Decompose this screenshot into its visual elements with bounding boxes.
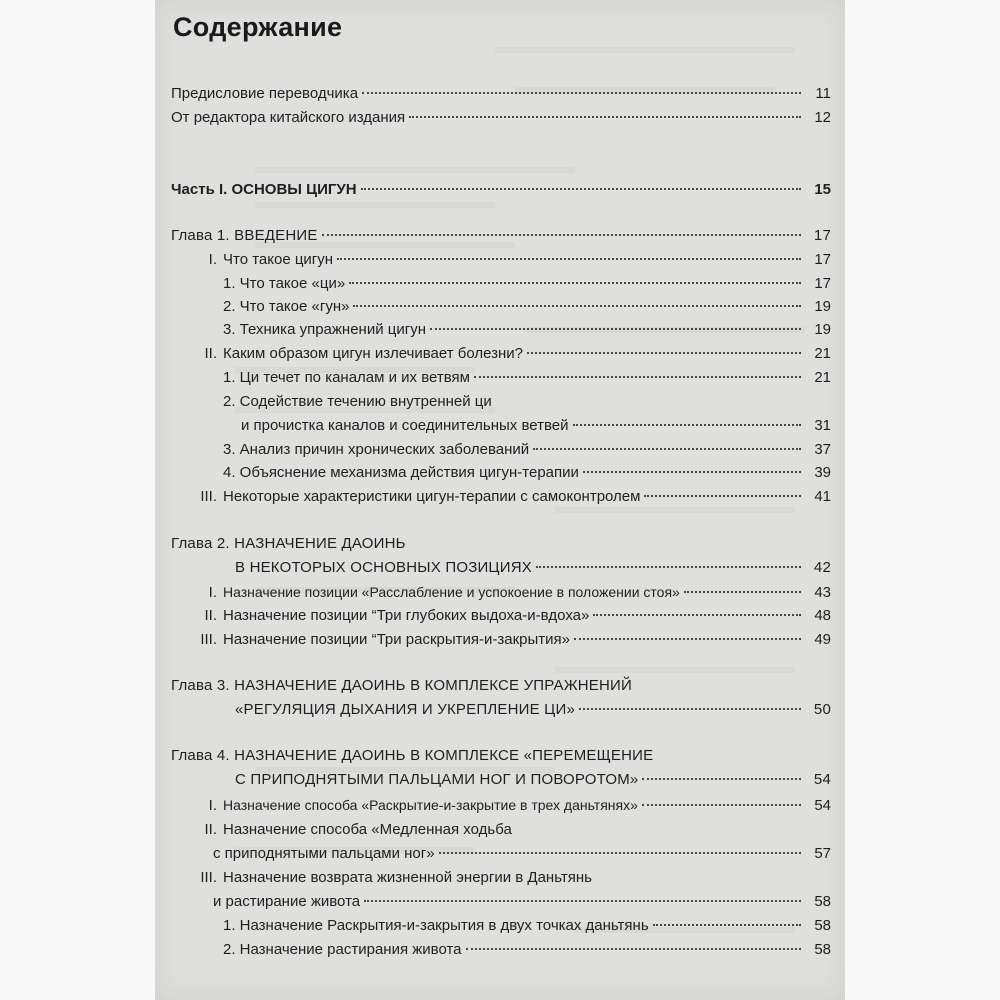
toc-entry-chapter-2 (171, 534, 831, 554)
toc-entry-section-continued (213, 844, 831, 864)
toc-entry-section (191, 582, 831, 603)
book-page (155, 0, 845, 1000)
toc-entry-page: 37 (814, 441, 831, 458)
toc-entry-part-1 (171, 180, 831, 200)
toc-entry-number: I. (208, 584, 217, 601)
toc-entry-label: Назначение позиции “Три раскрытия-и-закрытия» (223, 631, 571, 648)
toc-entry-label: Глава 4. НАЗНАЧЕНИЕ ДАОИНЬ В КОМПЛЕКСЕ «ПЕРЕМЕЩЕНИЕ (171, 747, 654, 764)
toc-entry-page: 58 (814, 941, 831, 958)
toc-entry-number: II. (204, 821, 217, 838)
toc-entry-editor-note (171, 108, 831, 128)
toc-entry-chapter-3-continued (235, 700, 831, 720)
dot-leader (536, 566, 801, 568)
toc-entry-label: Назначение позиции “Три глубоких выдоха-и-вдоха» (223, 607, 590, 624)
toc-entry-number: III. (200, 631, 217, 648)
dot-leader (642, 778, 801, 780)
toc-entry-number: II. (204, 345, 217, 362)
toc-entry-number: III. (200, 869, 217, 886)
toc-entry-page: 49 (814, 631, 831, 648)
dot-leader (322, 234, 801, 236)
toc-entry-label: Некоторые характеристики цигун-терапии с самоконтролем (223, 488, 641, 505)
toc-entry-label: 4. Объяснение механизма действия цигун-терапии (223, 464, 579, 481)
toc-entry-page: 12 (814, 109, 831, 126)
toc-entry-label: 2. Что такое «гун» (223, 298, 350, 315)
toc-entry-page: 42 (813, 559, 831, 576)
toc-entry-label: «РЕГУЛЯЦИЯ ДЫХАНИЯ И УКРЕПЛЕНИЕ ЦИ» (235, 701, 575, 718)
toc-entry-section (191, 344, 831, 364)
dot-leader (574, 638, 801, 640)
toc-entry-page: 15 (814, 181, 831, 198)
dot-leader (466, 948, 801, 950)
toc-entry-label: От редактора китайского издания (171, 109, 406, 126)
toc-entry-label: В НЕКОТОРЫХ ОСНОВНЫХ ПОЗИЦИЯХ (235, 559, 532, 576)
page-title: Содержание (173, 12, 343, 42)
toc-entry-page: 54 (814, 797, 831, 814)
toc-entry-page: 21 (814, 345, 831, 362)
toc-entry-label: 3. Техника упражнений цигун (223, 321, 426, 338)
toc-entry-subsection (223, 320, 831, 340)
toc-entry-page: 54 (813, 771, 831, 788)
dot-leader (579, 708, 801, 710)
toc-entry-page: 31 (814, 417, 831, 434)
toc-entry-section (191, 795, 831, 816)
dot-leader (364, 900, 801, 902)
toc-entry-number: II. (204, 607, 217, 624)
toc-entry-section-continued (213, 892, 831, 912)
toc-entry-subsection (223, 916, 831, 936)
dot-leader (362, 92, 801, 94)
toc-entry-label: 1. Ци течет по каналам и их ветвям (223, 369, 470, 386)
toc-entry-subsection (223, 440, 831, 460)
dot-leader (593, 614, 801, 616)
dot-leader (653, 924, 801, 926)
dot-leader (583, 471, 801, 473)
toc-entry-chapter-4-continued (235, 770, 831, 790)
toc-entry-label: Глава 3. НАЗНАЧЕНИЕ ДАОИНЬ В КОМПЛЕКСЕ УПРАЖНЕНИЙ (171, 677, 632, 694)
dot-leader (474, 376, 801, 378)
toc-entry-subsection (223, 392, 831, 412)
toc-entry-section (191, 606, 831, 626)
toc-entry-section (191, 820, 831, 840)
toc-entry-label: Назначение способа «Раскрытие-и-закрытие в трех даньтянях» (223, 797, 638, 813)
dot-leader (361, 188, 801, 190)
toc-entry-label: 2. Содействие течению внутренней ци (223, 393, 492, 410)
toc-entry-label: и растирание живота (213, 893, 361, 910)
toc-entry-label: 2. Назначение растирания живота (223, 941, 462, 958)
dot-leader (527, 352, 801, 354)
toc-entry-page: 21 (814, 369, 831, 386)
toc-entry-page: 39 (814, 464, 831, 481)
toc-entry-subsection-continued (241, 416, 831, 436)
toc-entry-subsection (223, 463, 831, 483)
toc-entry-subsection (223, 274, 831, 294)
toc-entry-page: 17 (814, 251, 831, 268)
toc-entry-page: 58 (814, 893, 831, 910)
toc-entry-preface (171, 84, 831, 104)
toc-entry-section (191, 868, 831, 888)
toc-entry-chapter-2-continued (235, 558, 831, 578)
dot-leader (409, 116, 801, 118)
toc-entry-number: I. (208, 251, 217, 268)
toc-entry-page: 57 (814, 845, 831, 862)
toc-entry-page: 58 (814, 917, 831, 934)
toc-entry-section (191, 630, 831, 650)
toc-entry-label: Часть I. ОСНОВЫ ЦИГУН (171, 181, 357, 198)
toc-entry-page: 48 (814, 607, 831, 624)
toc-entry-chapter-4 (171, 746, 831, 766)
toc-entry-label: Каким образом цигун излечивает болезни? (223, 345, 524, 362)
toc-entry-page: 41 (814, 488, 831, 505)
toc-entry-label: 3. Анализ причин хронических заболеваний (223, 441, 530, 458)
toc-entry-page: 43 (814, 584, 831, 601)
toc-entry-chapter-1 (171, 226, 831, 246)
dot-leader (644, 495, 801, 497)
toc-entry-section (191, 250, 831, 270)
dot-leader (337, 258, 801, 260)
toc-entry-label: Глава 2. НАЗНАЧЕНИЕ ДАОИНЬ (171, 535, 406, 552)
toc-entry-label: Назначение позиции «Расслабление и успокоение в положении стоя» (223, 584, 680, 600)
toc-entry-subsection (223, 297, 831, 317)
toc-entry-page: 11 (815, 85, 831, 102)
dot-leader (684, 591, 801, 593)
toc-entry-label: 1. Назначение Раскрытия-и-закрытия в двух точках даньтянь (223, 917, 649, 934)
toc-entry-label: Предисловие переводчика (171, 85, 359, 102)
toc-entry-page: 17 (814, 275, 831, 292)
toc-entry-label: с приподнятыми пальцами ног» (213, 845, 435, 862)
dot-leader (439, 852, 801, 854)
toc-entry-chapter-3 (171, 676, 831, 696)
toc-entry-page: 19 (814, 321, 831, 338)
dot-leader (353, 305, 801, 307)
toc-entry-label: 1. Что такое «ци» (223, 275, 346, 292)
dot-leader (533, 448, 801, 450)
toc-entry-page: 19 (814, 298, 831, 315)
toc-entry-page: 50 (813, 701, 831, 718)
toc-entry-subsection (223, 940, 831, 960)
toc-entry-label: Назначение способа «Медленная ходьба (223, 821, 512, 838)
toc-entry-label: Что такое цигун (223, 251, 334, 268)
toc-entry-number: III. (200, 488, 217, 505)
toc-entry-page: 17 (813, 227, 831, 244)
dot-leader (349, 282, 801, 284)
dot-leader (642, 804, 801, 806)
toc-entry-number: I. (208, 797, 217, 814)
toc-entry-section (191, 487, 831, 507)
dot-leader (573, 424, 802, 426)
dot-leader (430, 328, 801, 330)
toc-entry-label: Назначение возврата жизненной энергии в Даньтянь (223, 869, 592, 886)
toc-entry-label: и прочистка каналов и соединительных ветвей (241, 417, 569, 434)
toc-entry-subsection (223, 368, 831, 388)
toc-entry-label: С ПРИПОДНЯТЫМИ ПАЛЬЦАМИ НОГ И ПОВОРОТОМ» (235, 771, 639, 788)
toc-entry-label: Глава 1. ВВЕДЕНИЕ (171, 227, 318, 244)
